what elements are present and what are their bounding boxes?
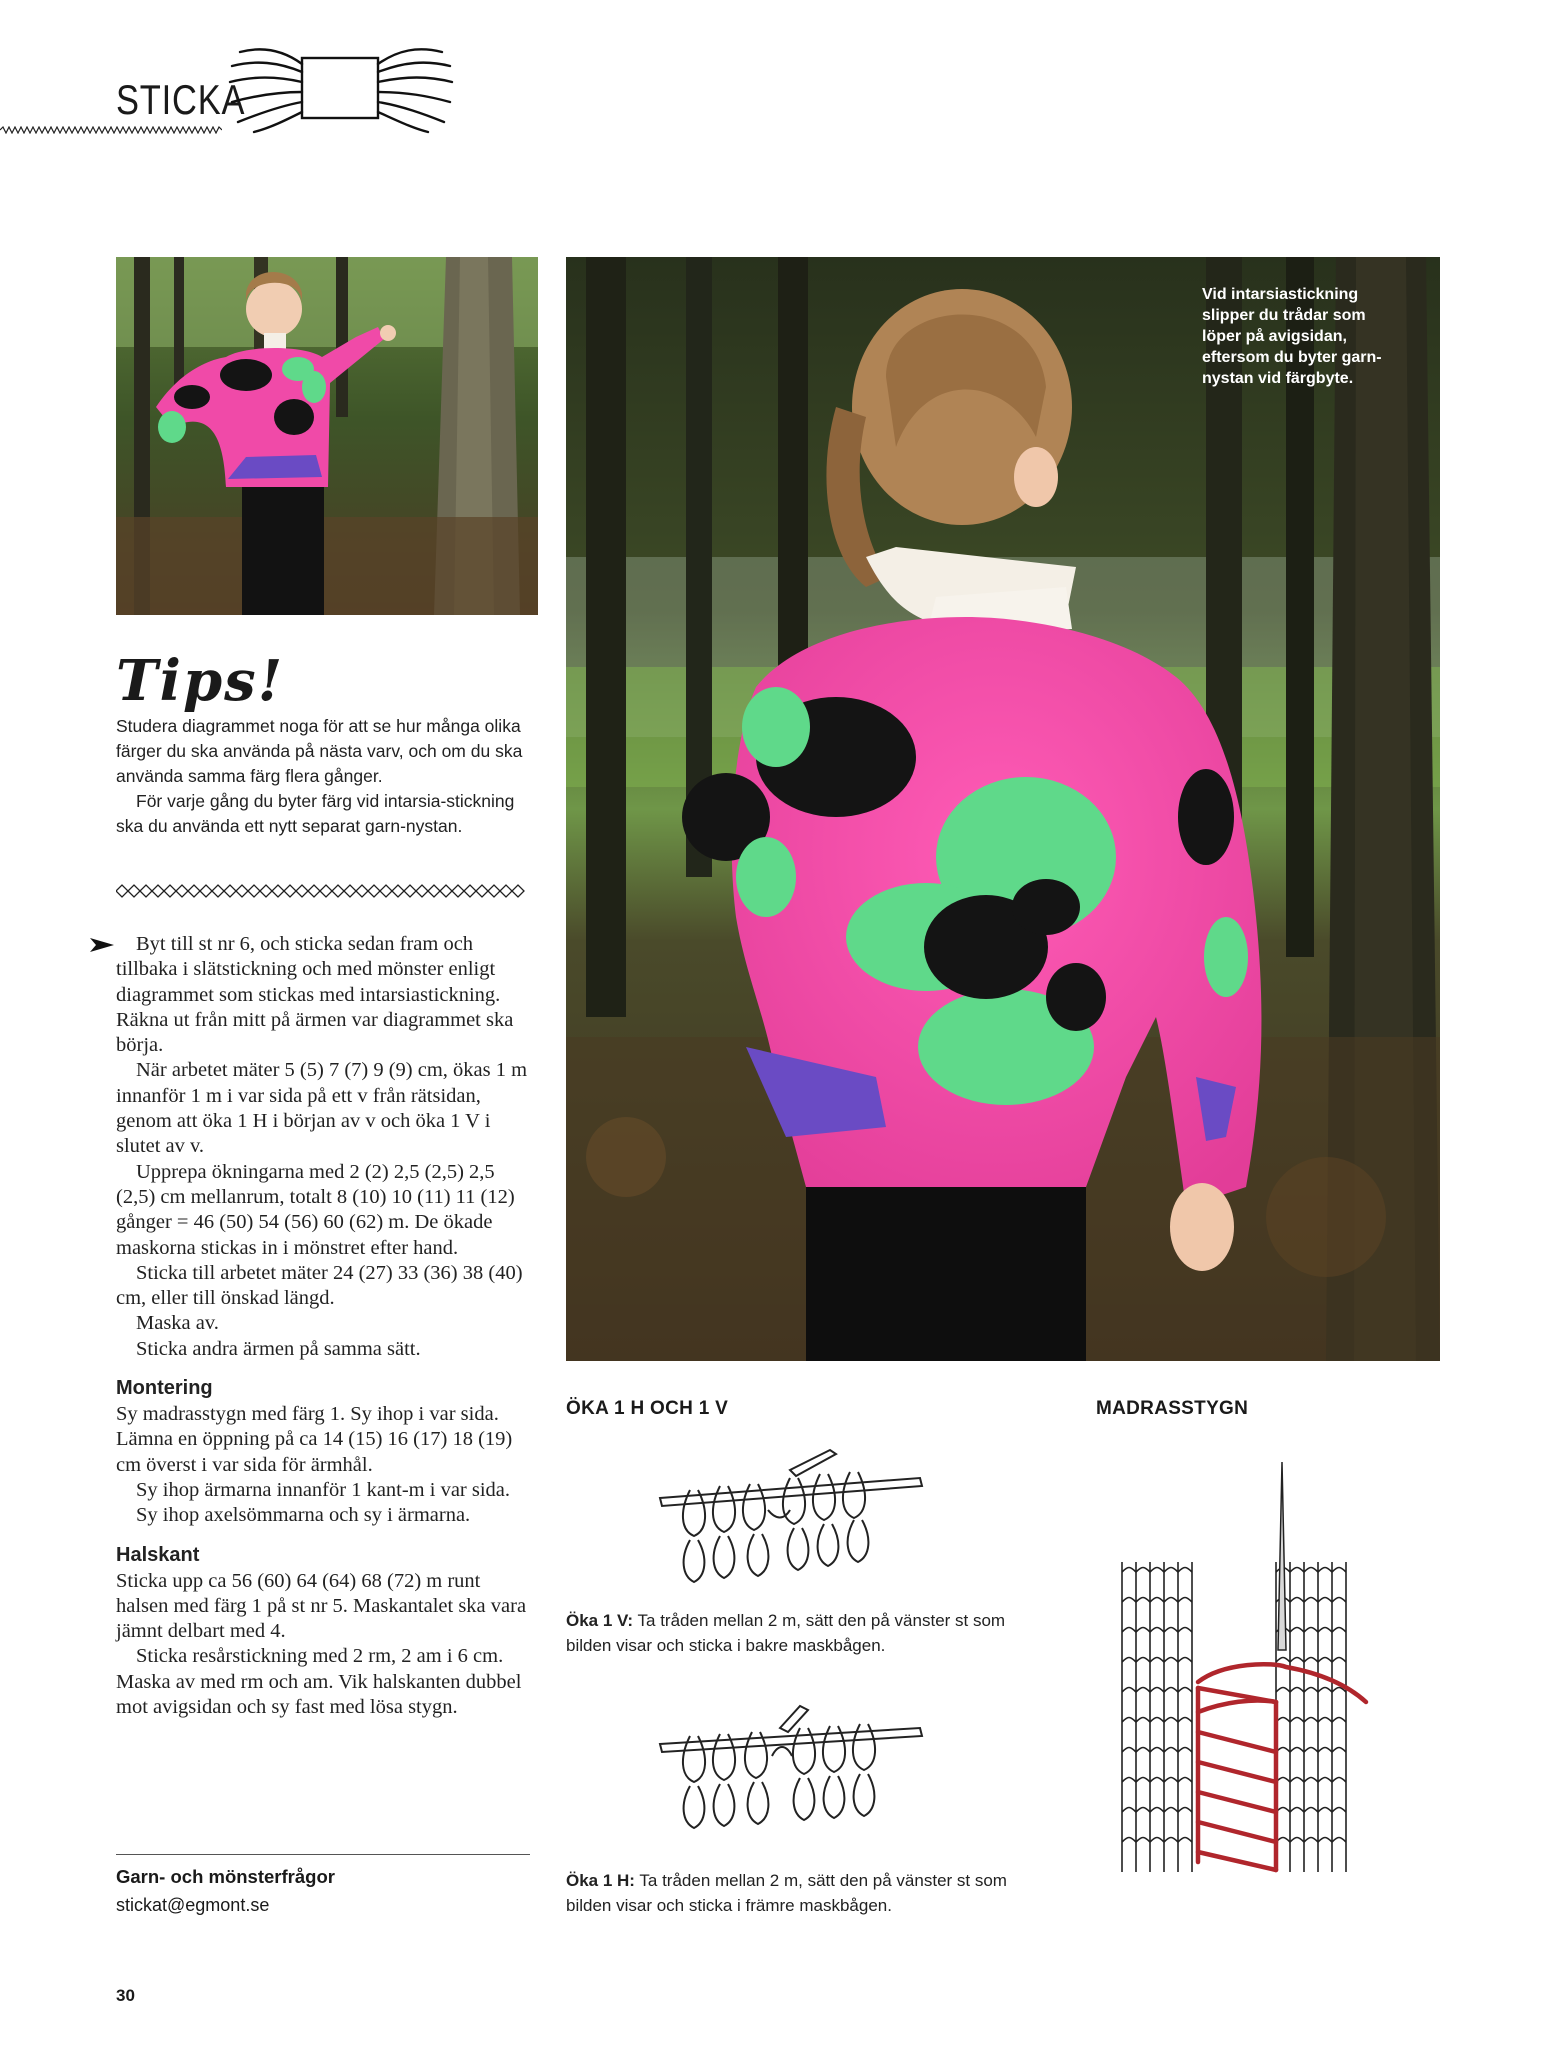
halskant-paragraph: Sticka resårstickning med 2 rm, 2 am i 6 cm. Maska av med rm och am. Vik halskanten dubbel mot avigsidan och sy fast med lösa stygn. xyxy=(116,1645,522,1719)
page-number: 30 xyxy=(116,1986,135,2005)
tips-paragraph: Studera diagrammet noga för att se hur många olika färger du ska använda på nästa varv, och om du ska använda samma färg flera gånger. xyxy=(116,716,523,786)
arrow-right-icon xyxy=(90,936,114,954)
instruction-paragraph: Byt till st nr 6, och sticka sedan fram och tillbaka i slätstickning och med mönster enligt diagrammet som stickas med intarsiastickning. Räkna ut från mitt på ärmen var diagrammet ska börja. xyxy=(116,933,514,1057)
contact-heading: Garn- och mönsterfrågor xyxy=(116,1866,335,1887)
increase-v-diagram xyxy=(650,1440,930,1600)
instruction-paragraph: När arbetet mäter 5 (5) 7 (7) 9 (9) cm, ökas 1 m innanför 1 m i var sida på ett v från rätsidan, genom att öka 1 H i början av v och öka 1 V i slutet av v. xyxy=(116,1059,528,1158)
mattress-stitch-diagram xyxy=(1114,1462,1374,1882)
tips-body xyxy=(116,714,536,839)
contact-divider xyxy=(116,1854,530,1855)
halskant-paragraph: Sticka upp ca 56 (60) 64 (64) 68 (72) m runt halsen med färg 1 på st nr 5. Maskantalet ska vara jämnt delbart med 4. xyxy=(116,1569,527,1643)
header-zigzag-rule xyxy=(0,126,222,134)
mattress-diagram-title: MADRASSTYGN xyxy=(1096,1398,1249,1419)
montering-paragraph: Sy ihop ärmarna innanför 1 kant-m i var sida. xyxy=(136,1478,511,1501)
section-title: STICKA xyxy=(116,76,246,123)
montering-paragraph: Sy ihop axelsömmarna och sy i ärmarna. xyxy=(136,1504,471,1527)
large-photo-girl-back xyxy=(566,257,1440,1361)
halskant-heading: Halskant xyxy=(116,1543,200,1566)
increase-diagram-title: ÖKA 1 H OCH 1 V xyxy=(566,1398,729,1419)
increase-h-diagram xyxy=(650,1684,930,1844)
photo-caption: Vid intarsiastickning slipper du trådar som löper på avigsidan, eftersom du byter garn- nystan vid färgbyte. xyxy=(1202,286,1382,387)
increase-h-caption: Öka 1 H: Ta tråden mellan 2 m, sätt den på vänster st som bilden visar och sticka i främre maskbågen. xyxy=(566,1871,1007,1915)
increase-v-caption: Öka 1 V: Ta tråden mellan 2 m, sätt den på vänster st som bilden visar och sticka i bakre maskbågen. xyxy=(566,1611,1006,1655)
montering-paragraph: Sy madrasstygn med färg 1. Sy ihop i var sida. Lämna en öppning på ca 14 (15) 16 (17) 18 (19) cm överst i var sida för ärmhål. xyxy=(116,1403,513,1476)
tips-paragraph: För varje gång du byter färg vid intarsia-stickning ska du använda ett nytt separat garn-nystan. xyxy=(116,791,515,836)
instruction-paragraph: Sticka andra ärmen på samma sätt. xyxy=(136,1337,421,1360)
contact-email[interactable]: stickat@egmont.se xyxy=(116,1895,270,1915)
small-photo-girl-front xyxy=(116,257,538,615)
instruction-paragraph: Maska av. xyxy=(136,1312,219,1335)
instructions-column xyxy=(116,932,536,1720)
instruction-paragraph: Sticka till arbetet mäter 24 (27) 33 (36) 38 (40) cm, eller till önskad längd. xyxy=(116,1261,523,1310)
montering-heading: Montering xyxy=(116,1377,213,1400)
tips-divider xyxy=(116,884,526,898)
instruction-paragraph: Upprepa ökningarna med 2 (2) 2,5 (2,5) 2,5 (2,5) cm mellanrum, totalt 8 (10) 10 (11) 11 (12) gånger = 46 (50) 54 (56) 60 (62) m. De ökade maskorna stickas in i mönstret efter hand. xyxy=(116,1160,515,1259)
yarn-skein-icon xyxy=(228,40,454,135)
tips-heading: Tips! xyxy=(116,648,285,714)
